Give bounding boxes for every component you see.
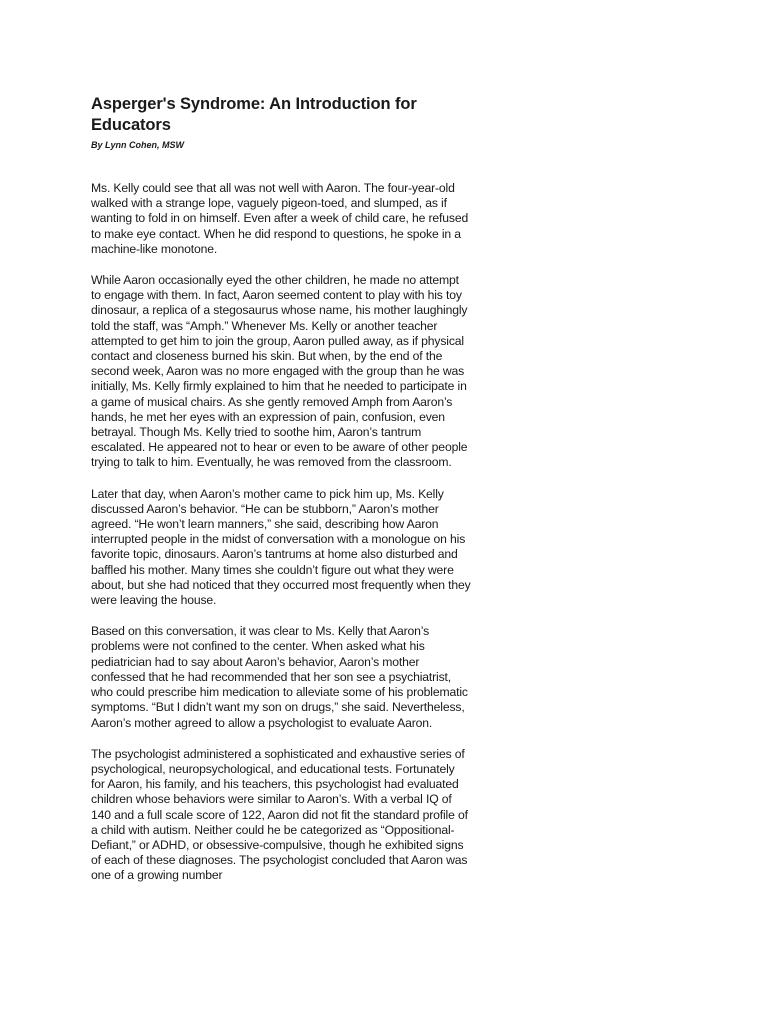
paragraph: Based on this conversation, it was clear to Ms. Kelly that Aaron’s problems were not confined to the center. When asked what his pediatrician had to say about Aaron’s behavior, Aaron’s mother confessed that he had recommended that her son see a psychiatrist, who could prescribe him medication to alleviate some of his problematic symptoms. “But I didn’t want my son on drugs,” she said. Nevertheless, Aaron’s mother agreed to allow a psychologist to evaluate Aaron. bbox=[91, 624, 468, 730]
article-byline: By Lynn Cohen, MSW bbox=[91, 140, 184, 150]
article-title: Asperger's Syndrome: An Introduction for Educators bbox=[91, 95, 417, 134]
paragraph: While Aaron occasionally eyed the other children, he made no attempt to engage with them. In fact, Aaron seemed content to play with his toy dinosaur, a replica of a stegosaurus whose name, his mother laughingly told the staff, was “Amph.” Whenever Ms. Kelly or another teacher attempted to get him to join the group, Aaron pulled away, as if physical contact and closeness burned his skin. But when, by the end of the second week, Aaron was no more engaged with the group than he was initially, Ms. Kelly firmly explained to him that he needed to participate in a game of musical chairs. As she gently removed Amph from Aaron’s hands, he met her eyes with an expression of pain, confusion, even betrayal. Though Ms. Kelly tried to soothe him, Aaron’s tantrum escalated. He appeared not to hear or even to be aware of other people trying to talk to him. Eventually, he was removed from the classroom. bbox=[91, 273, 468, 470]
paragraph: Later that day, when Aaron’s mother came to pick him up, Ms. Kelly discussed Aaron’s behavior. “He can be stubborn,” Aaron’s mother agreed. “He won’t learn manners,” she said, describing how Aaron interrupted people in the midst of conversation with a monologue on his favorite topic, dinosaurs. Aaron’s tantrums at home also disturbed and baffled his mother. Many times she couldn’t figure out what they were about, but she had noticed that they occurred most frequently when they were leaving the house. bbox=[91, 486, 471, 608]
paragraph: Ms. Kelly could see that all was not well with Aaron. The four-year-old walked with a strange lope, vaguely pigeon-toed, and slumped, as if wanting to fold in on himself. Even after a week of child care, he refused to make eye contact. When he did respond to questions, he spoke in a machine-like monotone. bbox=[91, 181, 469, 256]
article bbox=[91, 94, 471, 900]
article-body bbox=[91, 181, 471, 884]
paragraph: The psychologist administered a sophisticated and exhaustive series of psychological, neuropsychological, and educational tests. Fortunately for Aaron, his family, and his teachers, this psychologist had evaluated children whose behaviors were similar to Aaron’s. With a verbal IQ of 140 and a full scale score of 122, Aaron did not fit the standard profile of a child with autism. Neither could he be categorized as “Oppositional-Defiant,” or ADHD, or obsessive-compulsive, though he exhibited signs of each of these diagnoses. The psychologist concluded that Aaron was one of a growing number bbox=[91, 746, 468, 883]
